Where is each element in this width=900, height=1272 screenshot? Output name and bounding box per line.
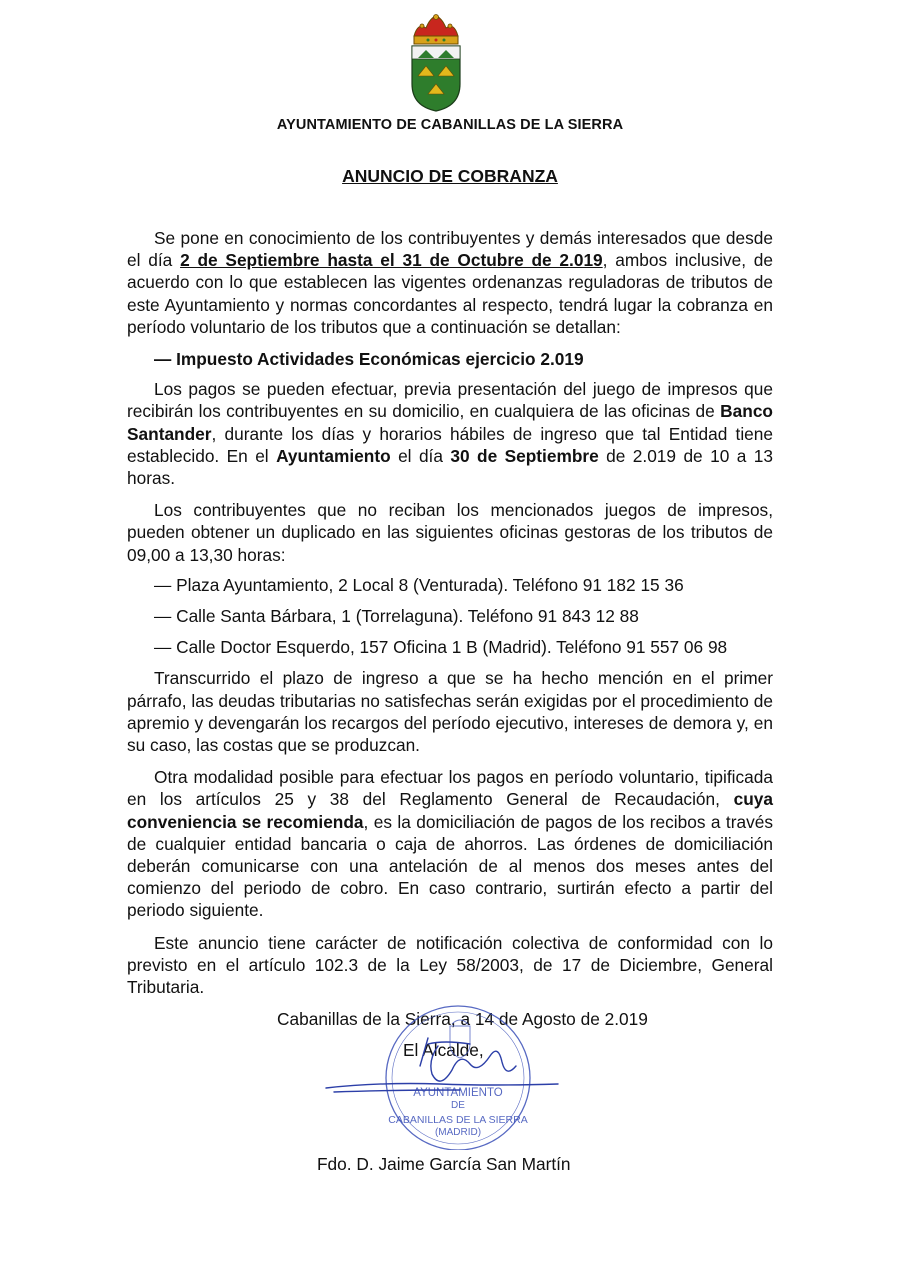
tax-item: — Impuesto Actividades Económicas ejercicio 2.019 xyxy=(154,349,584,370)
direct-debit-text-cont: , es la domiciliación de pagos de los recibos a través de cualquier entidad bancaria o caja de ahorros. Las órdenes de domiciliación deberán comunicarse con una antelación de al menos dos meses antes del comienzo del periodo de cobro. En caso contrario, surtirán efecto a partir del periodo siguiente. xyxy=(127,811,773,921)
municipality-name: AYUNTAMIENTO DE CABANILLAS DE LA SIERRA xyxy=(276,117,624,133)
coat-of-arms-icon xyxy=(408,14,464,112)
place-date: Cabanillas de la Sierra, a 14 de Agosto de 2.019 xyxy=(277,1009,648,1030)
seal-line-1: AYUNTAMIENTO xyxy=(413,1087,503,1099)
payments-paragraph xyxy=(127,378,773,489)
intro-paragraph xyxy=(127,227,773,338)
duplicates-paragraph: Los contribuyentes que no reciban los mencionados juegos de impresos, pueden obtener un duplicado en las siguientes oficinas gestoras de los tributos de 09,00 a 13,30 horas: xyxy=(127,500,773,565)
recommendation-highlight: cuya conveniencia se recomienda xyxy=(127,789,773,832)
seal-line-4: (MADRID) xyxy=(434,1127,482,1138)
shield-icon xyxy=(412,46,460,111)
office-item: — Calle Santa Bárbara, 1 (Torrelaguna). Teléfono 91 843 12 88 xyxy=(154,606,639,627)
payments-text-cont: , durante los días y horarios hábiles de ingreso que tal Entidad tiene establecido. En el xyxy=(127,423,773,466)
townhall-label: Ayuntamiento xyxy=(276,445,391,466)
office-item: — Calle Doctor Esquerdo, 157 Oficina 1 B (Madrid). Teléfono 91 557 06 98 xyxy=(154,637,728,658)
seal-crest-icon xyxy=(450,1020,470,1058)
payment-day: 30 de Septiembre xyxy=(450,445,599,466)
signatory-role: El Alcalde, xyxy=(403,1039,484,1060)
bank-name: Banco Santander xyxy=(127,401,773,444)
signatory-name: Fdo. D. Jaime García San Martín xyxy=(317,1153,571,1174)
payments-text: Los pagos se pueden efectuar, previa presentación del juego de impresos que recibirán los contribuyentes en su domicilio, en cualquiera de las oficinas de xyxy=(127,379,773,422)
seal-line-3: CABANILLAS DE LA SIERRA xyxy=(388,1114,528,1126)
legal-notice-paragraph: Este anuncio tiene carácter de notificación colectiva de conformidad con lo previsto en el artículo 102.3 de la Ley 58/2003, de 17 de Diciembre, General Tributaria. xyxy=(127,932,773,998)
payments-text-end: de 2.019 de 10 a 13 horas. xyxy=(127,445,773,489)
intro-text: Se pone en conocimiento de los contribuyentes y demás interesados que desde el día xyxy=(127,228,773,271)
collection-dates: 2 de Septiembre hasta el 31 de Octubre de 2.019 xyxy=(180,250,603,271)
payments-text-cont2: el día xyxy=(390,445,451,466)
intro-text-cont: , ambos inclusive, de acuerdo con lo que establecen las vigentes ordenanzas reguladoras de tributos de este Ayuntamiento y normas concordantes al respecto, tendrá lugar la cobranza en período voluntario de los tributos que a continuación se detallan: xyxy=(127,250,774,337)
direct-debit-paragraph xyxy=(127,766,773,921)
official-seal-icon xyxy=(320,1004,580,1150)
office-item: — Plaza Ayuntamiento, 2 Local 8 (Venturada). Teléfono 91 182 15 36 xyxy=(154,574,684,595)
deadline-paragraph: Transcurrido el plazo de ingreso a que se ha hecho mención en el primer párrafo, las deudas tributarias no satisfechas serán exigidas por el procedimiento de apremio y devengarán los recargos del período ejecutivo, intereses de demora y, en su caso, las costas que se produzcan. xyxy=(127,668,773,756)
direct-debit-text: Otra modalidad posible para efectuar los pagos en período voluntario, tipificada en los artículos 25 y 38 del Reglamento General de Recaudación, xyxy=(127,767,773,810)
document-title: ANUNCIO DE COBRANZA xyxy=(342,166,558,186)
seal-line-2: DE xyxy=(451,1100,465,1111)
crown-icon xyxy=(414,15,458,45)
